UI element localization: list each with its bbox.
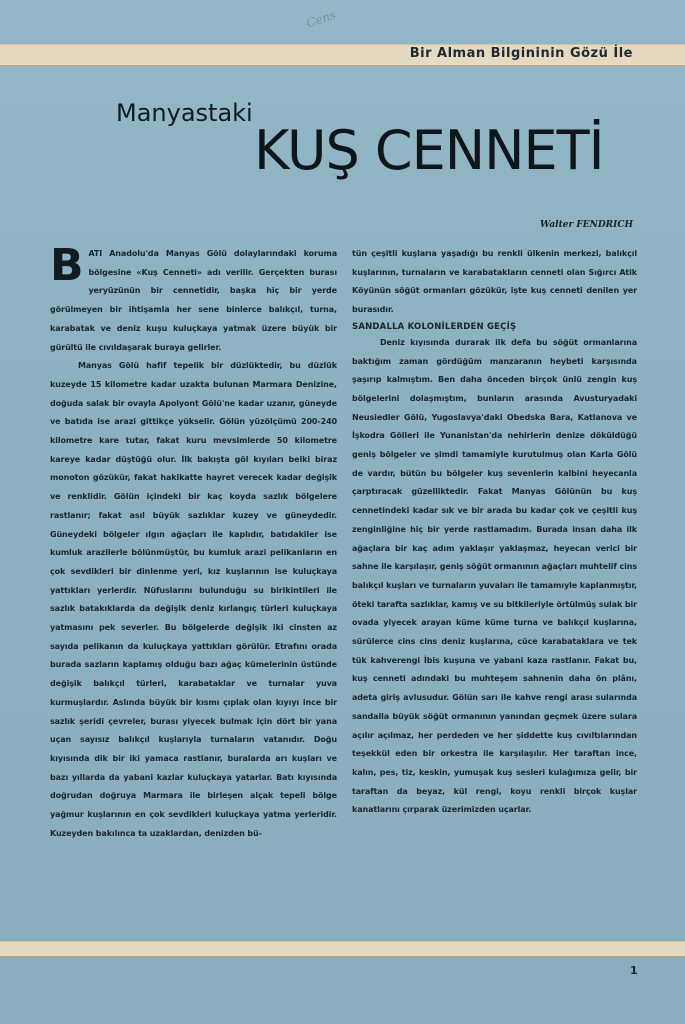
footer-band [0,941,685,957]
page-number: 1 [630,964,638,977]
handwritten-note: Cens [304,7,338,31]
header-band [0,44,685,66]
author-byline: Walter FENDRICH [540,220,633,230]
drop-cap: B [50,240,84,291]
left-column [50,240,337,844]
series-kicker: Bir Alman Bilgininin Gözü İle [409,46,633,61]
continued-paragraph: tün çeşitli kuşlarıa yaşadığı bu renkli ülkenin merkezi, balıkçıl kuşlarının, turnaların ve karabatakların cenneti olan Sığırcı Atik Köyünün söğüt ormanları gözükür, işte kuş cenneti denilen yer burasıdır. [352,249,637,315]
section-heading: SANDALLA KOLONİLERDEN GEÇİŞ [352,321,517,332]
right-column [352,245,637,820]
article-title: KUŞ CENNETİ [254,119,604,182]
opening-paragraph [50,240,337,357]
paragraph: Deniz kıyısında durarak ilk defa bu söğüt ormanlarına baktığım zaman gördüğüm manzaranın heybeti karşısında şaşırıp kalmıştım. Ben daha önceden birçok ünlü zengin kuş bölgelerini dolaşmıştım, bunların arasında Avusturyadaki Neusiedler Gölü, Yugoslavya'daki Obedska Bara, Katlanova ve İşkodra Gölleri ile Yunanistan'da nehirlerin denize döküldüğü geniş bölgeler ve şimdi tamamiyle kurutulmuş olan Karla Gölü de vardır, bütün bu bölgeler kuş sevenlerin kalbini heyecanla çarptıracak güzelliktedir. Fakat Manyas Gölünün bu kuş cennetindeki kadar sık ve bir arada bu kadar çok ve çeşitli kuş zenginliğine hiç bir yerde rastlamadım. Burada insan daha ilk ağaçlara bir kaç adım yaklaşır yaklaşmaz, heyecan verici bir sahne ile karşılaşır, geniş söğüt ormanının ağaçları muhtelif cins balıkçıl kuşları ve turnaların yuvaları ile tamamıyle kaplanmıştır, öteki tarafta sazlıklar, kamış ve su bitkileriyle örtülmüş sulak bir ovada yiyecek arayan küme küme turna ve balıkçıl kuşlarına, sürülerce cins cins deniz kuşlarına, cüce karabataklara ve tek tük kahverengi İbis kuşuna ve yabani kaza rastlanır. Fakat bu, kuş cenneti adındaki bu muhteşem sahnenin daha ön plânı, adeta giriş avlusudur. Gölün sarı ile kahve rengi arası sularında sandalla büyük söğüt ormanının yanından geçmek üzere sulara açılır açılmaz, her perdeden ve her şiddette kuş cıvıltılarından teşekkül eden bir orkestra ile karşılaşılır. Her taraftan ince, kalın, pes, tiz, keskin, yumuşak kuş sesleri kulağımıza gelir, bir taraftan da beyaz, kül rengi, koyu renkli birçok kuşlar kanatlarını çırparak üzerimizden uçarlar. [352,337,637,815]
title-prefix: Manyastaki [116,99,253,127]
paragraph: Manyas Gölü hafif tepelik bir düzlüktedir, bu düzlük kuzeyde 15 kilometre kadar uzakta bulunan Marmara Denizine, doğuda salak bir ovayla Apolyont Gölü'ne kadar uzanır, güneyde ve batıda ise arazi gittikçe yükselir. Gölün yüzölçümü 200-240 kilometre kare tutar, fakat kuru mevsimlerde 50 kilometre kareye kadar düştüğü olur. İlk bakışta göl kıyıları belki biraz monoton gözükür, fakat hakikatte hayret verecek kadar değişik ve renklidir. Gölün içindeki bir kaç koyda sazlık bölgelere rastlanır; fakat asıl büyük sazlıklar kuzey ve güneydedir. Güneydeki bölgeler ılgın ağaçları ile kaplıdır, batıdakiler ise kumluk arazilerle bölünmüştür, bu kumluk arazi pelikanların en çok sevdikleri bir dinlenme yeri, kız kuşlarının ise kuluçkaya yattıkları yerlerdir. Nüfuslarını bulunduğu su birikintileri ile sazlık batakıklarda da değişik deniz kırlangıç türleri kuluçkaya yatmasını pek severler. Bu bölgelerde değişik iki cinsten az sayıda pelikanın da kuluçkaya yattıkları görülür. Etrafını orada burada sazların kaplamış olduğu bazı ağaç kümelerinin üstünde değişik balıkçıl türleri, karabataklar ve turnalar yuva kurmuşlardır. Aslında büyük bir kısmı çıplak olan kıyıyı ince bir sazlık şeridi çevreler, burası yiyecek bulmak için dört bir yana uçan sayısız balıkçıl kuşlarıyla turnaların vatanıdır. Doğu kıyısında dik bir iki yamaca rastlanır, buralarda arı kuşları ve bazı yıllarda da yabani kazlar kuluçkaya yatarlar. Batı kıyısında doğrudan doğruya Marmara ile birleşen alçak tepeli bölge yağmur kuşlarının en çok sevdikleri kuluçkaya yatma yerleridir. Kuzeyden bakılınca ta uzaklardan, denizden bü- [50,361,337,838]
opening-text: ATI Anadolu'da Manyas Gölü dolaylarındaki koruma bölgesine «Kuş Cenneti» adı verilir. Gerçekten burası yeryüzünün bir cennetidir, başka hiç bir yerde görülmeyen bir ihtişamla her sene binlerce balıkçıl, turna, karabatak ve deniz kuşu kuluçkaya yatmak üzere büyük bir gürültü ile cıvıldaşarak buraya gelirler. [50,249,337,352]
